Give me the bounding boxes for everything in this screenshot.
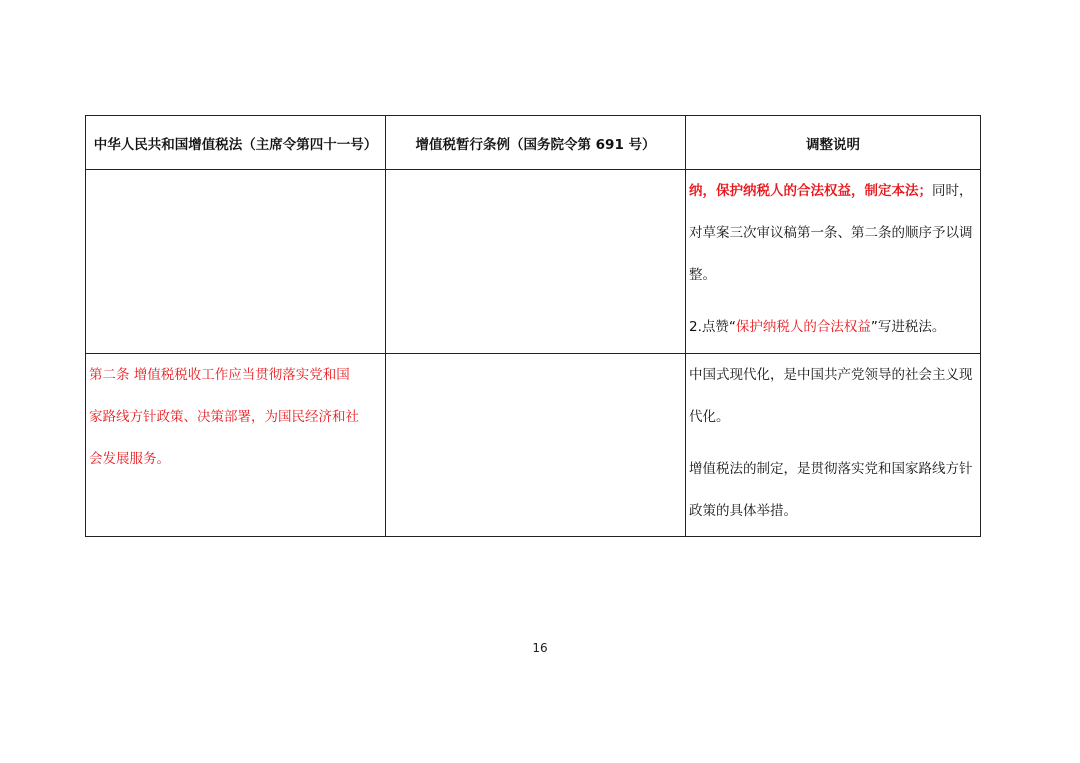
notes-line: 对草案三次审议稿第一条、第二条的顺序予以调 — [689, 225, 973, 241]
notes-line — [689, 306, 978, 348]
article-2-text — [86, 354, 385, 480]
article-line: 第二条 增值税税收工作应当贯彻落实党和国 — [89, 367, 350, 383]
row2-notes-text — [686, 354, 980, 532]
row2-old-regulation-cell — [386, 354, 686, 537]
article-line: 会发展服务。 — [89, 451, 170, 467]
header-new-law: 中华人民共和国增值税法（主席令第四十一号） — [86, 116, 386, 170]
notes-highlight-red: 纳，保护纳税人的合法权益，制定本法； — [689, 183, 932, 199]
row2-notes-cell — [686, 354, 981, 537]
notes-line — [689, 170, 978, 212]
notes-highlight-red: 保护纳税人的合法权益 — [735, 319, 871, 335]
notes-line: 政策的具体举措。 — [689, 503, 797, 519]
row1-notes-cell — [686, 170, 981, 354]
notes-line: 代化。 — [689, 409, 730, 425]
notes-text: 同时， — [932, 183, 973, 199]
page-number: 16 — [532, 641, 548, 655]
table-row — [86, 170, 981, 354]
row1-old-regulation-cell — [386, 170, 686, 354]
notes-line: 中国式现代化，是中国共产党领导的社会主义现 — [689, 367, 973, 383]
table-row — [86, 354, 981, 537]
notes-line: 增值税法的制定，是贯彻落实党和国家路线方针 — [689, 461, 973, 477]
header-old-regulation: 增值税暂行条例（国务院令第 691 号） — [386, 116, 686, 170]
row1-new-law-cell — [86, 170, 386, 354]
notes-line: 整。 — [689, 267, 716, 283]
table-header-row — [86, 116, 981, 170]
notes-text: 2.点赞“ — [689, 319, 736, 335]
notes-text: ”写进税法。 — [870, 319, 946, 335]
header-adjustment-notes: 调整说明 — [686, 116, 981, 170]
article-line: 家路线方针政策、决策部署，为国民经济和社 — [89, 409, 359, 425]
comparison-table — [85, 115, 981, 537]
row2-new-law-cell — [86, 354, 386, 537]
row1-notes-text — [686, 170, 980, 348]
